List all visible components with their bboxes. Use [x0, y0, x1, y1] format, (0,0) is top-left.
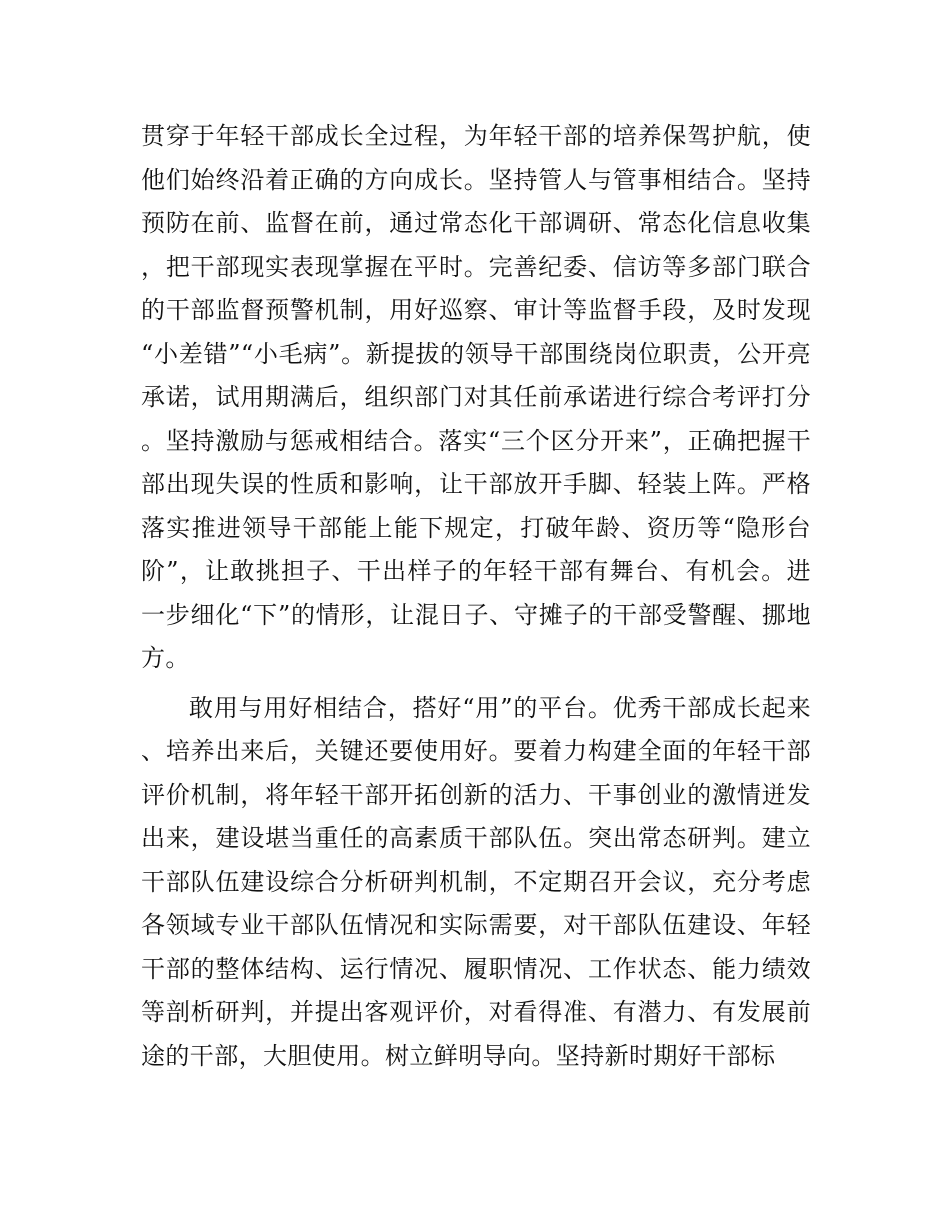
body-paragraph-2: 敢用与用好相结合，搭好“用”的平台。优秀干部成长起来、培养出来后，关键还要使用好。要着力构建全面的年轻干部评价机制，将年轻干部开拓创新的活力、干事创业的激情迸发出来，建设堪当重任的高素质干部队伍。突出常态研判。建立干部队伍建设综合分析研判机制，不定期召开会议，充分考虑各领域专业干部队伍情况和实际需要，对干部队伍建设、年轻干部的整体结构、运行情况、履职情况、工作状态、能力绩效等剖析研判，并提出客观评价，对看得准、有潜力、有发展前途的干部，大胆使用。树立鲜明导向。坚持新时期好干部标 [141, 693, 811, 1070]
document-body [141, 115, 811, 1078]
body-paragraph-1: 贯穿于年轻干部成长全过程，为年轻干部的培养保驾护航，使他们始终沿着正确的方向成长。坚持管人与管事相结合。坚持预防在前、监督在前，通过常态化干部调研、常态化信息收集，把干部现实表现掌握在平时。完善纪委、信访等多部门联合的干部监督预警机制，用好巡察、审计等监督手段，及时发现“小差错”“小毛病”。新提拔的领导干部围绕岗位职责，公开亮承诺，试用期满后，组织部门对其任前承诺进行综合考评打分。坚持激励与惩戒相结合。落实“三个区分开来”，正确把握干部出现失误的性质和影响，让干部放开手脚、轻装上阵。严格落实推进领导干部能上能下规定，打破年龄、资历等“隐形台阶”，让敢挑担子、干出样子的年轻干部有舞台、有机会。进一步细化“下”的情形，让混日子、守摊子的干部受警醒、挪地方。 [141, 122, 811, 672]
